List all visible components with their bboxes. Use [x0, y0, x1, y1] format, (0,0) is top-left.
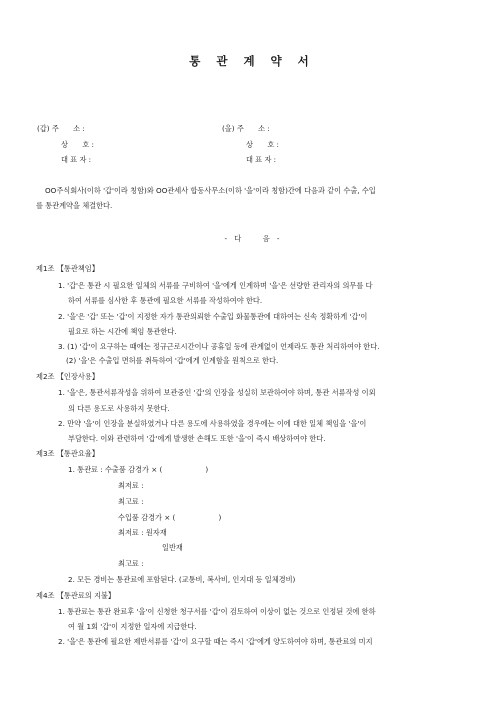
article-1-line-1: 1. '갑'은 통관 시 필요한 일체의 서류를 구비하여 '을'에게 인계하며 '을'은 선량한 관리자의 의무를 다: [58, 281, 373, 290]
party-a-address-label: (갑) 주 소 :: [37, 124, 85, 133]
article-2-line-2: 의 다른 용도로 사용하지 못한다.: [68, 404, 170, 413]
article-1-line-6: (2) '을'은 수출입 면허를 취득하여 '갑'에게 인계함을 원칙으로 한다.: [66, 356, 279, 365]
section-heading: - 다 음 -: [224, 234, 280, 243]
article-3-line-2: 최저료 :: [118, 481, 144, 490]
party-a-company-label: 상 호 :: [61, 140, 94, 149]
article-1-title: 제1조 【통관책임】: [36, 264, 99, 273]
article-2-line-1: 1. '을'은, 통관서류작성을 위하여 보관중인 '갑'의 인장을 성실히 보관하여야 하며, 통관 서류작성 이외: [58, 388, 376, 397]
article-3-line-8: 2. 모든 경비는 통관료에 포함된다. (교통비, 복사비, 인지대 등 일체경비): [68, 575, 296, 584]
party-b-company-label: 상 호 :: [246, 140, 279, 149]
article-2-line-4: 부담한다. 이와 관련하여 '갑'에게 발생한 손해도 또한 '을'이 즉시 배상하여야 한다.: [68, 434, 326, 443]
article-3-line-1: 1. 통관료 : 수출품 감경가 × ( ): [68, 465, 209, 474]
article-3-line-4: 수입품 감경가 × ( ): [118, 513, 222, 522]
party-a-representative-label: 대 표 자 :: [61, 155, 92, 164]
article-4-title: 제4조 【통관료의 지불】: [36, 591, 116, 600]
article-4-line-3: 2. '을'은 통관에 필요한 제반서류를 '갑'이 요구할 때는 즉시 '갑'에게 양도하여야 하며, 통관료의 미지: [58, 637, 373, 646]
intro-line-1: OO주식회사(이하 '갑'이라 칭함)와 OO관세사 합동사무소(이하 '을'이라 칭함)간에 다음과 같이 수출, 수입: [45, 186, 376, 195]
article-1-line-4: 필요로 하는 시간에 책임 통관한다.: [68, 327, 177, 336]
party-b-address-label: (을) 주 소 :: [222, 124, 270, 133]
document-title: 통 관 계 약 서: [189, 54, 315, 68]
article-3-line-7: 최고료 :: [118, 559, 144, 568]
article-2-title: 제2조 【인장사용】: [36, 372, 99, 381]
article-1-line-5: 3. (1) '갑'이 요구하는 때에는 정규근로시간이나 공휴일 등에 관계없이 언제라도 통관 처리하여야 한다.: [58, 342, 380, 351]
article-2-line-3: 2. 만약 '을'이 인장을 분실하였거나 다른 용도에 사용하였을 경우에는 이에 대한 일체 책임을 '을'이: [58, 419, 367, 428]
article-3-title: 제3조 【통관요율】: [36, 449, 99, 458]
party-b-representative-label: 대 표 자 :: [246, 155, 277, 164]
intro-line-2: 를 통관계약을 체결한다.: [36, 201, 113, 210]
article-4-line-1: 1. 통관료는 통관 완료후 '을'이 신청한 청구서를 '갑'이 검토하여 이상이 없는 것으로 인정된 것에 한하: [58, 607, 376, 616]
article-3-line-3: 최고료 :: [118, 497, 144, 506]
article-3-line-5: 최저료 : 원자재: [118, 528, 167, 537]
article-4-line-2: 여 월 1회 '갑'이 지정한 일자에 지급한다.: [68, 622, 197, 631]
article-1-line-3: 2. '을'은 '갑' 또는 '갑'이 지정한 자가 통관의뢰한 수출입 화물통관에 대하여는 신속 정확하게 '갑'이: [58, 312, 368, 321]
article-1-line-2: 하여 서류를 심사한 후 통관에 필요한 서류를 작성하여야 한다.: [68, 296, 263, 305]
article-3-line-6: 일반재: [162, 543, 183, 552]
